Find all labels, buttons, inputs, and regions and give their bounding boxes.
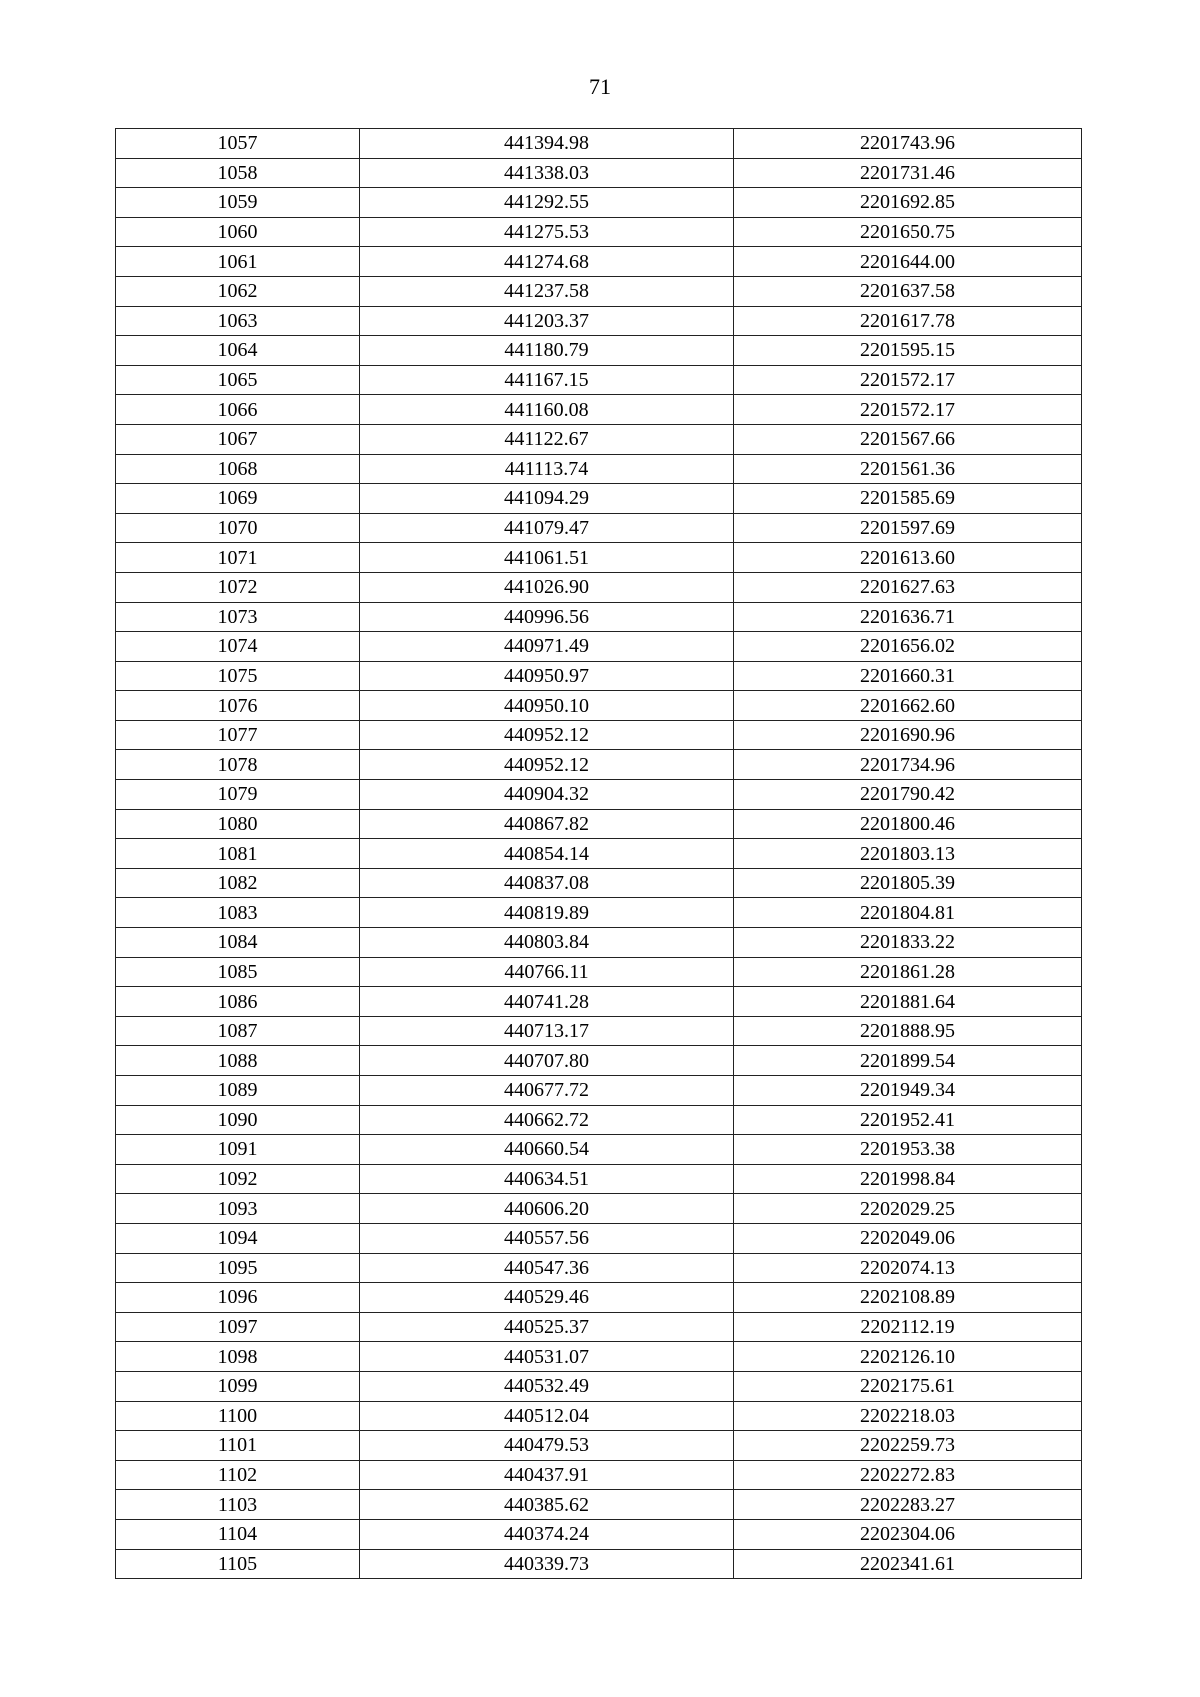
y-coordinate-cell: 2202126.10 xyxy=(734,1342,1082,1372)
table-row xyxy=(116,306,1082,336)
x-coordinate-cell: 440437.91 xyxy=(360,1460,734,1490)
table-row xyxy=(116,1135,1082,1165)
point-number-cell: 1086 xyxy=(116,987,360,1017)
table-row xyxy=(116,1076,1082,1106)
x-coordinate-cell: 440532.49 xyxy=(360,1371,734,1401)
page-number: 71 xyxy=(589,74,611,99)
point-number-cell: 1082 xyxy=(116,868,360,898)
table-row xyxy=(116,987,1082,1017)
point-number-cell: 1101 xyxy=(116,1431,360,1461)
point-number-cell: 1071 xyxy=(116,543,360,573)
y-coordinate-cell: 2202112.19 xyxy=(734,1312,1082,1342)
point-number-cell: 1075 xyxy=(116,661,360,691)
x-coordinate-cell: 440606.20 xyxy=(360,1194,734,1224)
y-coordinate-cell: 2201804.81 xyxy=(734,898,1082,928)
point-number-cell: 1084 xyxy=(116,928,360,958)
y-coordinate-cell: 2201595.15 xyxy=(734,336,1082,366)
x-coordinate-cell: 440660.54 xyxy=(360,1135,734,1165)
point-number-cell: 1098 xyxy=(116,1342,360,1372)
y-coordinate-cell: 2201899.54 xyxy=(734,1046,1082,1076)
table-row xyxy=(116,1016,1082,1046)
point-number-cell: 1076 xyxy=(116,691,360,721)
x-coordinate-cell: 441061.51 xyxy=(360,543,734,573)
point-number-cell: 1069 xyxy=(116,484,360,514)
point-number-cell: 1063 xyxy=(116,306,360,336)
table-row xyxy=(116,247,1082,277)
y-coordinate-cell: 2201800.46 xyxy=(734,809,1082,839)
y-coordinate-cell: 2202049.06 xyxy=(734,1223,1082,1253)
y-coordinate-cell: 2201861.28 xyxy=(734,957,1082,987)
table-row xyxy=(116,158,1082,188)
point-number-cell: 1087 xyxy=(116,1016,360,1046)
x-coordinate-cell: 440766.11 xyxy=(360,957,734,987)
y-coordinate-cell: 2202108.89 xyxy=(734,1283,1082,1313)
x-coordinate-cell: 440677.72 xyxy=(360,1076,734,1106)
point-number-cell: 1078 xyxy=(116,750,360,780)
x-coordinate-cell: 440952.12 xyxy=(360,750,734,780)
table-row xyxy=(116,1312,1082,1342)
point-number-cell: 1077 xyxy=(116,720,360,750)
table-row xyxy=(116,720,1082,750)
x-coordinate-cell: 440531.07 xyxy=(360,1342,734,1372)
point-number-cell: 1085 xyxy=(116,957,360,987)
y-coordinate-cell: 2201692.85 xyxy=(734,188,1082,218)
table-row xyxy=(116,1460,1082,1490)
y-coordinate-cell: 2202218.03 xyxy=(734,1401,1082,1431)
table-row xyxy=(116,217,1082,247)
table-row xyxy=(116,1342,1082,1372)
x-coordinate-cell: 440996.56 xyxy=(360,602,734,632)
x-coordinate-cell: 441122.67 xyxy=(360,424,734,454)
point-number-cell: 1074 xyxy=(116,632,360,662)
x-coordinate-cell: 440837.08 xyxy=(360,868,734,898)
table-row xyxy=(116,780,1082,810)
y-coordinate-cell: 2201952.41 xyxy=(734,1105,1082,1135)
x-coordinate-cell: 440557.56 xyxy=(360,1223,734,1253)
point-number-cell: 1072 xyxy=(116,572,360,602)
point-number-cell: 1099 xyxy=(116,1371,360,1401)
y-coordinate-cell: 2201597.69 xyxy=(734,513,1082,543)
table-row xyxy=(116,276,1082,306)
point-number-cell: 1079 xyxy=(116,780,360,810)
table-row xyxy=(116,1431,1082,1461)
table-row xyxy=(116,1519,1082,1549)
point-number-cell: 1096 xyxy=(116,1283,360,1313)
y-coordinate-cell: 2201734.96 xyxy=(734,750,1082,780)
point-number-cell: 1102 xyxy=(116,1460,360,1490)
point-number-cell: 1057 xyxy=(116,129,360,159)
point-number-cell: 1093 xyxy=(116,1194,360,1224)
table-row xyxy=(116,1223,1082,1253)
x-coordinate-cell: 441274.68 xyxy=(360,247,734,277)
x-coordinate-cell: 440479.53 xyxy=(360,1431,734,1461)
table-row xyxy=(116,1046,1082,1076)
x-coordinate-cell: 441338.03 xyxy=(360,158,734,188)
x-coordinate-cell: 440529.46 xyxy=(360,1283,734,1313)
table-row xyxy=(116,750,1082,780)
y-coordinate-cell: 2201561.36 xyxy=(734,454,1082,484)
point-number-cell: 1097 xyxy=(116,1312,360,1342)
table-row xyxy=(116,188,1082,218)
y-coordinate-cell: 2201881.64 xyxy=(734,987,1082,1017)
point-number-cell: 1064 xyxy=(116,336,360,366)
x-coordinate-cell: 440339.73 xyxy=(360,1549,734,1579)
x-coordinate-cell: 441180.79 xyxy=(360,336,734,366)
table-row xyxy=(116,691,1082,721)
x-coordinate-cell: 440374.24 xyxy=(360,1519,734,1549)
x-coordinate-cell: 440819.89 xyxy=(360,898,734,928)
x-coordinate-cell: 440952.12 xyxy=(360,720,734,750)
y-coordinate-cell: 2201627.63 xyxy=(734,572,1082,602)
table-row xyxy=(116,602,1082,632)
point-number-cell: 1062 xyxy=(116,276,360,306)
table-row xyxy=(116,513,1082,543)
point-number-cell: 1067 xyxy=(116,424,360,454)
x-coordinate-cell: 441113.74 xyxy=(360,454,734,484)
y-coordinate-cell: 2201572.17 xyxy=(734,395,1082,425)
y-coordinate-cell: 2202259.73 xyxy=(734,1431,1082,1461)
point-number-cell: 1090 xyxy=(116,1105,360,1135)
y-coordinate-cell: 2201650.75 xyxy=(734,217,1082,247)
table-row xyxy=(116,898,1082,928)
table-row xyxy=(116,572,1082,602)
y-coordinate-cell: 2201637.58 xyxy=(734,276,1082,306)
y-coordinate-cell: 2201805.39 xyxy=(734,868,1082,898)
table-row xyxy=(116,336,1082,366)
x-coordinate-cell: 440854.14 xyxy=(360,839,734,869)
y-coordinate-cell: 2202272.83 xyxy=(734,1460,1082,1490)
y-coordinate-cell: 2201572.17 xyxy=(734,365,1082,395)
x-coordinate-cell: 441394.98 xyxy=(360,129,734,159)
table-row xyxy=(116,395,1082,425)
y-coordinate-cell: 2201644.00 xyxy=(734,247,1082,277)
y-coordinate-cell: 2201949.34 xyxy=(734,1076,1082,1106)
x-coordinate-cell: 440904.32 xyxy=(360,780,734,810)
y-coordinate-cell: 2202341.61 xyxy=(734,1549,1082,1579)
y-coordinate-cell: 2201617.78 xyxy=(734,306,1082,336)
y-coordinate-cell: 2201998.84 xyxy=(734,1164,1082,1194)
table-row xyxy=(116,868,1082,898)
x-coordinate-cell: 440512.04 xyxy=(360,1401,734,1431)
y-coordinate-cell: 2201660.31 xyxy=(734,661,1082,691)
x-coordinate-cell: 440950.97 xyxy=(360,661,734,691)
table-row xyxy=(116,1549,1082,1579)
point-number-cell: 1091 xyxy=(116,1135,360,1165)
coordinates-table xyxy=(115,128,1082,1579)
point-number-cell: 1058 xyxy=(116,158,360,188)
table-row xyxy=(116,365,1082,395)
point-number-cell: 1065 xyxy=(116,365,360,395)
y-coordinate-cell: 2201656.02 xyxy=(734,632,1082,662)
y-coordinate-cell: 2201690.96 xyxy=(734,720,1082,750)
x-coordinate-cell: 440662.72 xyxy=(360,1105,734,1135)
x-coordinate-cell: 441237.58 xyxy=(360,276,734,306)
y-coordinate-cell: 2202074.13 xyxy=(734,1253,1082,1283)
coordinates-table-body xyxy=(116,129,1082,1579)
x-coordinate-cell: 440525.37 xyxy=(360,1312,734,1342)
x-coordinate-cell: 441203.37 xyxy=(360,306,734,336)
x-coordinate-cell: 440634.51 xyxy=(360,1164,734,1194)
y-coordinate-cell: 2202029.25 xyxy=(734,1194,1082,1224)
point-number-cell: 1059 xyxy=(116,188,360,218)
x-coordinate-cell: 441160.08 xyxy=(360,395,734,425)
table-row xyxy=(116,661,1082,691)
point-number-cell: 1080 xyxy=(116,809,360,839)
table-row xyxy=(116,632,1082,662)
point-number-cell: 1103 xyxy=(116,1490,360,1520)
table-row xyxy=(116,1253,1082,1283)
point-number-cell: 1068 xyxy=(116,454,360,484)
point-number-cell: 1061 xyxy=(116,247,360,277)
point-number-cell: 1070 xyxy=(116,513,360,543)
table-row xyxy=(116,839,1082,869)
table-row xyxy=(116,543,1082,573)
table-row xyxy=(116,484,1082,514)
y-coordinate-cell: 2201888.95 xyxy=(734,1016,1082,1046)
y-coordinate-cell: 2201743.96 xyxy=(734,129,1082,159)
point-number-cell: 1088 xyxy=(116,1046,360,1076)
table-row xyxy=(116,928,1082,958)
table-row xyxy=(116,809,1082,839)
y-coordinate-cell: 2201613.60 xyxy=(734,543,1082,573)
point-number-cell: 1073 xyxy=(116,602,360,632)
y-coordinate-cell: 2202304.06 xyxy=(734,1519,1082,1549)
x-coordinate-cell: 440713.17 xyxy=(360,1016,734,1046)
table-row xyxy=(116,129,1082,159)
point-number-cell: 1060 xyxy=(116,217,360,247)
x-coordinate-cell: 440950.10 xyxy=(360,691,734,721)
table-row xyxy=(116,1164,1082,1194)
table-row xyxy=(116,1371,1082,1401)
table-row xyxy=(116,1401,1082,1431)
y-coordinate-cell: 2201833.22 xyxy=(734,928,1082,958)
y-coordinate-cell: 2201731.46 xyxy=(734,158,1082,188)
point-number-cell: 1066 xyxy=(116,395,360,425)
x-coordinate-cell: 440385.62 xyxy=(360,1490,734,1520)
table-row xyxy=(116,1490,1082,1520)
x-coordinate-cell: 441094.29 xyxy=(360,484,734,514)
x-coordinate-cell: 440741.28 xyxy=(360,987,734,1017)
x-coordinate-cell: 441292.55 xyxy=(360,188,734,218)
table-row xyxy=(116,1283,1082,1313)
x-coordinate-cell: 441026.90 xyxy=(360,572,734,602)
x-coordinate-cell: 440971.49 xyxy=(360,632,734,662)
point-number-cell: 1100 xyxy=(116,1401,360,1431)
y-coordinate-cell: 2201803.13 xyxy=(734,839,1082,869)
table-row xyxy=(116,957,1082,987)
x-coordinate-cell: 440867.82 xyxy=(360,809,734,839)
point-number-cell: 1089 xyxy=(116,1076,360,1106)
point-number-cell: 1105 xyxy=(116,1549,360,1579)
y-coordinate-cell: 2201636.71 xyxy=(734,602,1082,632)
y-coordinate-cell: 2202283.27 xyxy=(734,1490,1082,1520)
point-number-cell: 1104 xyxy=(116,1519,360,1549)
point-number-cell: 1094 xyxy=(116,1223,360,1253)
point-number-cell: 1092 xyxy=(116,1164,360,1194)
x-coordinate-cell: 441275.53 xyxy=(360,217,734,247)
y-coordinate-cell: 2201585.69 xyxy=(734,484,1082,514)
x-coordinate-cell: 440803.84 xyxy=(360,928,734,958)
y-coordinate-cell: 2201790.42 xyxy=(734,780,1082,810)
table-row xyxy=(116,1194,1082,1224)
table-row xyxy=(116,454,1082,484)
table-row xyxy=(116,424,1082,454)
y-coordinate-cell: 2201662.60 xyxy=(734,691,1082,721)
y-coordinate-cell: 2201567.66 xyxy=(734,424,1082,454)
x-coordinate-cell: 441167.15 xyxy=(360,365,734,395)
y-coordinate-cell: 2201953.38 xyxy=(734,1135,1082,1165)
point-number-cell: 1083 xyxy=(116,898,360,928)
point-number-cell: 1095 xyxy=(116,1253,360,1283)
x-coordinate-cell: 440547.36 xyxy=(360,1253,734,1283)
x-coordinate-cell: 440707.80 xyxy=(360,1046,734,1076)
x-coordinate-cell: 441079.47 xyxy=(360,513,734,543)
y-coordinate-cell: 2202175.61 xyxy=(734,1371,1082,1401)
table-row xyxy=(116,1105,1082,1135)
point-number-cell: 1081 xyxy=(116,839,360,869)
